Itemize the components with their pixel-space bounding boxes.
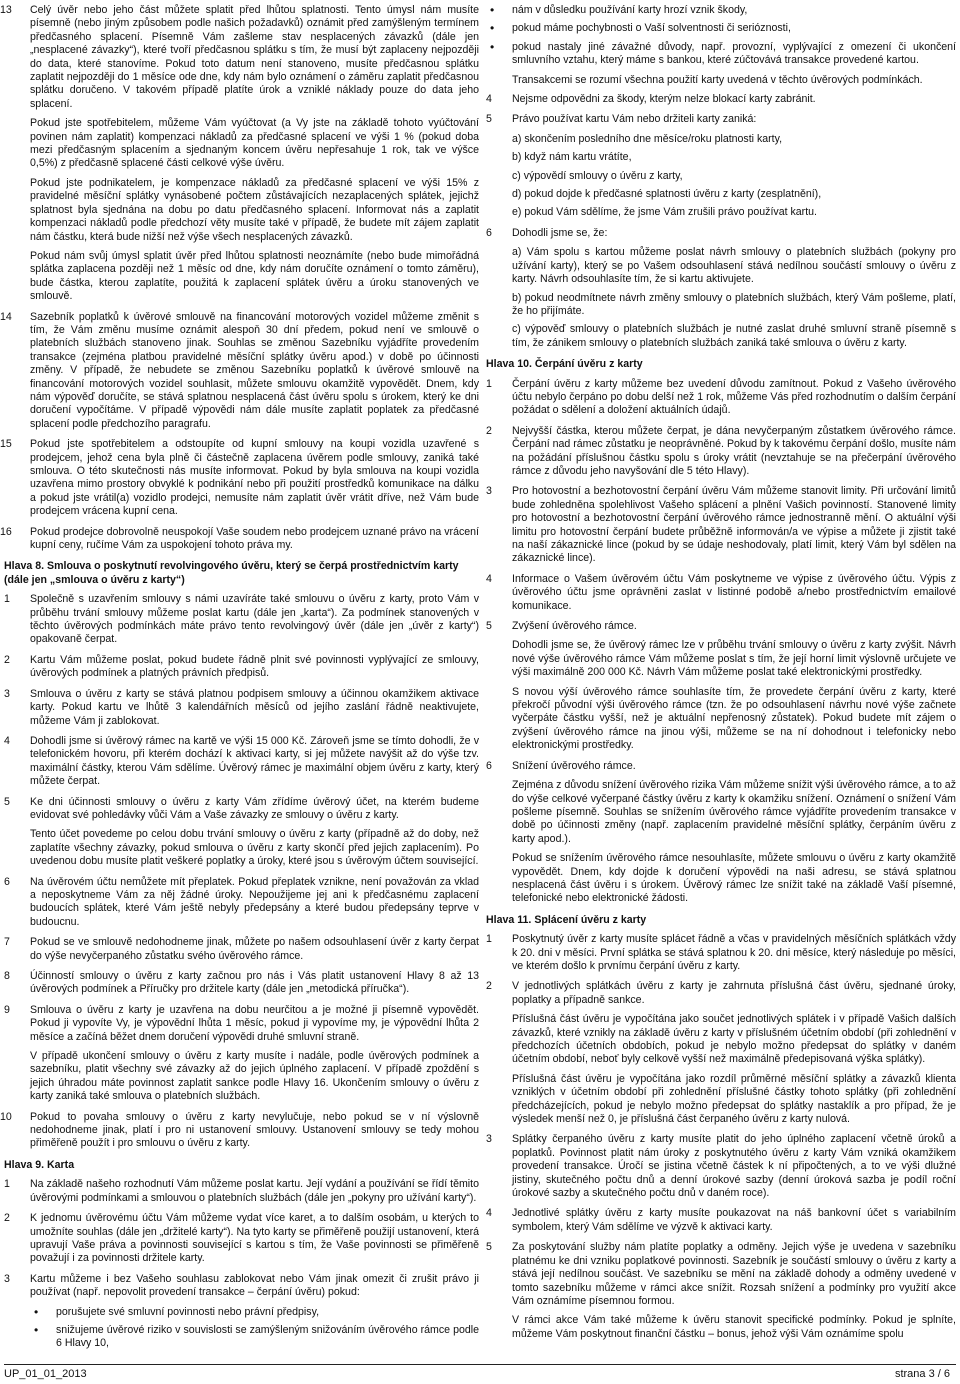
item-number: 6 xyxy=(486,759,492,772)
sub-item: b) pokud neodmítnete návrh změny smlouvy o platebních službách, který Vám pošleme, platí, že ho přijímáte. xyxy=(512,291,956,317)
h8-item-7 xyxy=(4,936,479,963)
paragraph: Pokud jste spotřebitelem a odstoupíte od kupní smlouvy na koupi vozidla uzavřené s prodejcem, jehož cena byla plně či částečně zaplacena úvěrem podle smlouvy, zaniká také smlouva. O této skutečnosti nás musíte informovat. Pokud by byla smlouva na koupi vozidla uzavřena mimo prostory obvyklé k podnikání nebo při použití prostředků komunikace na dálku a pokud jste vrátil(a) vozidlo prodejci, nemusíte nám zaplatit úvěr vrátit dříve, než Vám bude prodejcem vrácena kupní cena. xyxy=(30,438,479,518)
paragraph: Pokud jste podnikatelem, je kompenzace nákladů za předčasné splacení ve výši 15% z pravidelné měsíční splátky vynásobené počtem zůstávajících nezaplacených splátek, jejichž splatnost byla sjednána na dobu po datu předčasného splacení. Informovat nás a zaplatit kompenzaci nákladů podle předchozí věty musíte také v případě, že budete mít zájem zaplatit nám částku, která bude nižší než výše všech nesplacených závazků. xyxy=(30,176,479,243)
paragraph: Zvýšení úvěrového rámce. xyxy=(512,620,637,633)
h8-item-8 xyxy=(4,970,479,997)
item-number: 5 xyxy=(4,795,10,808)
paragraph: Za poskytování služby nám platíte poplatky a odměny. Jejich výše je uvedena v sazebníku platnému ke dni vzniku poplatkové povinnosti. Sazebník je součástí smlouvy o úvěru z karty a stává její nedílnou součást. Ve sazebníku se mění na základě dohody a odměny uvedené v tomto sazebníku můžeme v rámci akce snížit. Rozsah snížení a podmínky pro využití akce Vám oznámíme písemnou formou. xyxy=(512,1241,956,1307)
sub-item: c) výpověď smlouvy o platebních službách je nutné zaslat druhé smluvní straně písemně s tím, že zánikem smlouvy o platebních službách zaniká také smlouva o úvěru z karty. xyxy=(512,323,956,349)
heading-title: Čerpání úvěru z karty xyxy=(534,358,643,371)
item-number: 4 xyxy=(4,734,10,747)
h8-item-1 xyxy=(4,593,479,647)
item-number: 7 xyxy=(4,936,10,949)
sub-item: d) pokud dojde k předčasné splatnosti úvěru z karty (zesplatnění), xyxy=(512,188,822,201)
sub-item: c) výpovědí smlouvy o úvěru z karty, xyxy=(512,169,683,182)
item-number: 13 xyxy=(0,4,12,16)
section-13 xyxy=(0,4,479,304)
item-number: 2 xyxy=(4,653,10,666)
h10-item-3 xyxy=(486,485,956,565)
h9-item-2 xyxy=(4,1212,479,1266)
h8-item-6 xyxy=(4,876,479,930)
bullet-item: • porušujete své smluvní povinnosti nebo právní předpisy, xyxy=(30,1306,479,1319)
heading-label: Hlava 10. xyxy=(486,358,532,371)
paragraph: Pro hotovostní a bezhotovostní čerpání úvěru Vám můžeme stanovit limity. Při určování limitů bude zohledněna spolehlivost Vašeho splácení a plnění Vašich povinností. Stanovené limity pro hotovostní a bezhotovostní čerpání úvěrového rámce jednostranně mění. O aktuální výši limitu pro hotovostní čerpání budete průběžně informován/a ve výpise a můžete ji zjistit také na naší zákaznické lince (pokud by se údaje neshodovaly, platí limit, který Vám byl sdělen na zákaznické lince). xyxy=(512,485,956,565)
paragraph: Účinností smlouvy o úvěru z karty začnou pro nás i Vás platit ustanovení Hlavy 8 až 13 úvěrových podmínek a Příručky pro držitele karty (dále jen „metodická příručka“). xyxy=(30,970,479,996)
paragraph: Kartu Vám můžeme poslat, pokud budete řádně plnit své povinnosti vyplývající ze smlouvy, úvěrových podmínek a platných právních předpisů. xyxy=(30,653,479,680)
document-code: UP_01_01_2013 xyxy=(4,1368,87,1380)
paragraph: Kartu můžeme i bez Vašeho souhlasu zablokovat nebo Vám jinak omezit či zrušit právo ji používat (např. nepovolit provedení transakce – čerpání úvěru) pokud: xyxy=(30,1272,479,1299)
item-number: 4 xyxy=(486,93,492,106)
h10-item-2 xyxy=(486,425,956,479)
paragraph: Příslušná část úvěru je vypočítána jako součet jednotlivých splátek i v případě Vašich dalších závazků, které vznikly na základě úvěru z karty v příslušném účetním období (při zohlednění v předchozích účetních obdobích, pokud je nebylo možno předepsat do splátky v daném účetním období, neboť byly celkově vyšší než maximálně předepisovaná výška splátky). xyxy=(512,1013,956,1066)
h9-item-5 xyxy=(486,113,956,219)
heading-label: Hlava 9. xyxy=(4,1158,45,1171)
h9-item-4 xyxy=(486,93,956,106)
paragraph: S novou výší úvěrového rámce souhlasíte tím, že provedete čerpání úvěru z karty, které překročí původní výši úvěrového rámce (tzn. že po odsouhlasení návrhu nové výše začnete vyčerpáte částku vyšší, než je aktuální nepřenosný zůstatek). Pokud budete mít zájem o zvýšení úvěrového rámce na jinou výši, můžeme se na ní dohodnout i telefonicky nebo elektronickými prostředky. xyxy=(512,685,956,752)
item-number: 5 xyxy=(486,113,492,126)
item-number: 6 xyxy=(4,875,10,888)
paragraph: Informace o Vašem úvěrovém účtu Vám poskytneme ve výpise z úvěrového účtu. Výpis z úvěrového účtu jsme oprávněni zaslat v listinné podobě a/nebo prostřednictvím emailové komunikace. xyxy=(512,572,956,612)
item-number: 9 xyxy=(4,1003,10,1016)
heading-title: Smlouva o poskytnutí revolvingového úvěru, který se čerpá prostřednictvím karty (dále jen „smlouva o úvěru z karty“) xyxy=(4,560,459,586)
paragraph: Celý úvěr nebo jeho část můžete splatit před lhůtou splatnosti. Tento úmysl nám musíte písemně (nebo jiným způsobem podle našich požadavků) oznámit před zamýšleným termínem předčasného splacení. Písemně Vám zašleme stav nesplacených závazků (dále jen „nesplacené závazky“), které tvoří předčasnou splátku s tím, že musí být zaplaceny nejpozději do data, které stanovíme. Pokud toto datum není stanoveno, musíte předčasnou splátku zaplatit nejpozději do 1 měsíce ode dne, kdy nám bylo oznámení o záměru zaplatit předčasnou splátku doručeno. V takovém případě platíte úrok a vzniklé náklady pouze do data jeho splacení. xyxy=(30,4,479,110)
item-number: 1 xyxy=(486,377,492,390)
page-number: strana 3 / 6 xyxy=(894,1368,950,1380)
paragraph: V případě ukončení smlouvy o úvěru z karty musíte i nadále, podle úvěrových podmínek a sazebníku, platit všechny své závazky až do jejich úplného zaplacení. V případě zpoždění s jejich úhradou máte povinnost zaplatit sankce podle Hlavy 16. Ukončením smlouvy o úvěru z karty zaniká také smlouva o platebních službách. xyxy=(30,1050,479,1103)
h8-item-2 xyxy=(4,654,479,681)
h8-item-10 xyxy=(0,1110,479,1151)
section-16 xyxy=(0,525,479,553)
paragraph: Sazebník poplatků k úvěrové smlouvě na financování motorových vozidel můžeme změnit s tím, že Vám změnu musíme oznámit alespoň 30 dní předem, pokud není ve smlouvě o platebních službách stanoveno jinak. Souhlas se změnou Sazebníku vyjádříte provedením transakce (zejména platbou pravidelné měsíční splátky úvěru apod.) v době po účinnosti změny. V případě, že nebudete se změnou Sazebníku poplatků k úvěrové smlouvě na financování motorových vozidel souhlasit, můžete smlouvu okamžitě vypovědět. Dnem, kdy nám výpověď doručíte, se stává splatnou nesplacená část úvěru spolu s úrokem, který ke dni doručení vypočítáme. V případě výpovědi nám dále musíte zaplatit poplatek za předčasné splacení podle předchozího paragrafu. xyxy=(30,310,479,430)
heading-hlava-11 xyxy=(486,914,956,927)
bullet-item: • pokud máme pochybnosti o Vaší solventnosti či serióznosti, xyxy=(486,22,956,35)
h8-item-3 xyxy=(4,688,479,728)
paragraph: Čerpání úvěru z karty můžeme bez uvedení důvodu zamítnout. Pokud z Vašeho úvěrového účtu nebylo čerpáno po dobu delší než 1 rok, můžeme Vás před rozhodnutím o dalším čerpání požádat o sdělení a doložení aktuálních údajů. xyxy=(512,377,956,417)
paragraph: Společně s uzavřením smlouvy s námi uzavíráte také smlouvu o úvěru z karty, proto Vám v průběhu trvání smlouvy můžeme poslat kartu (dále jen „karta“). Za podmínek stanovených v těchto úvěrových podmínkách máte právo tento revolvingový úvěr (dále jen „úvěr z karty“) opakovaně čerpat. xyxy=(30,593,479,646)
item-number: 5 xyxy=(486,1241,492,1254)
h11-item-2 xyxy=(486,980,956,1126)
paragraph: Zejména z důvodu snížení úvěrového rizika Vám můžeme snížit výši úvěrového rámce, a to až do výše celkové vyčerpané částky úvěru z karty k okamžiku snížení. Oznámení o snížení Vám pošleme písemně. Souhlas se snížením úvěrového rámce vyjádříte provedením transakce v době po účinnosti změny (např. zaplacením pravidelné měsíční splátky, čerpáním úvěru z karty apod.). xyxy=(512,779,956,845)
item-number: 3 xyxy=(4,1272,10,1285)
left-column xyxy=(0,4,479,1358)
sub-item: a) Vám spolu s kartou můžeme poslat návrh smlouvy o platebních službách (pokyny pro užívání karty), který se po Vašem odsouhlasení stává nedílnou součástí smlouvy o úvěru z karty. Návrh odsouhlasíte tím, že si kartu aktivujete. xyxy=(512,246,956,286)
paragraph: Smlouva o úvěru z karty se stává platnou podpisem smlouvy a účinnou okamžikem aktivace karty. Pokud kartu ve lhůtě 3 kalendářních měsíců od jejího zaslání řádně neaktivujete, můžeme Vám ji zablokovat. xyxy=(30,687,479,727)
heading-hlava-10 xyxy=(486,358,956,371)
h11-item-1 xyxy=(486,933,956,973)
paragraph: Dohodli jsme se, že úvěrový rámec lze v průběhu trvání smlouvy o úvěru z karty zvýšit. Návrh nové výše úvěrového rámce Vám můžeme poslat s tím, že její horní limit výslovně určujete ve výši maximálně 200 000 Kč. Návrh Vám můžeme poslat také elektronickými prostředky. xyxy=(512,639,956,679)
item-number: 1 xyxy=(486,933,492,946)
paragraph: Pokud prodejce dobrovolně neuspokojí Vaše soudem nebo prodejcem uznané právo na vrácení kupní ceny, ručíme Vám za uspokojení tohoto práva my. xyxy=(30,525,479,552)
paragraph: Snížení úvěrového rámce. xyxy=(512,759,636,772)
paragraph: Pokud jste spotřebitelem, můžeme Vám vyúčtovat (a Vy jste na základě tohoto vyúčtování povinen nám zaplatit) kompenzaci nákladů za předčasné splacení ve výši 1 % (pokud doba mezi předčasným splacením a sjednaným koncem úvěru nepřesahuje 1 rok, tak ve výšce 0,5%) z předčasně splacené části celkové výše úvěru. xyxy=(30,117,479,170)
paragraph: Dohodli jsme si úvěrový rámec na kartě ve výši 15 000 Kč. Zároveň jsme se tímto dohodli, že v telefonickém hovoru, při kterém dochází k aktivaci karty, si jej můžete navýšit až do výše tzv. maximální částky, kterou Vám sdělíme. Úvěrový rámec je maximální objem úvěru z karty, který můžete čerpat. xyxy=(30,734,479,788)
item-number: 3 xyxy=(4,687,10,700)
h10-item-1 xyxy=(486,378,956,418)
item-number: 10 xyxy=(0,1110,12,1123)
item-number: 3 xyxy=(486,485,492,498)
bullet-item: • nám v důsledku používání karty hrozí vznik škody, xyxy=(486,4,956,17)
paragraph: Pokud se snížením úvěrového rámce nesouhlasíte, můžete smlouvu o úvěru z karty okamžitě vypovědět. Dnem, kdy dojde k doručení výpovědi na naši adresu, se stává splatnou nesplacená část úvěru i s úrokem. Úvěrový rámec lze snížit také na základě Vaší písemné, telefonické nebo elektronické žádosti. xyxy=(512,852,956,905)
h8-item-9 xyxy=(4,1004,479,1104)
paragraph: Pokud se ve smlouvě nedohodneme jinak, můžete po našem odsouhlasení úvěr z karty čerpat do výše nevyčerpaného zůstatku svého úvěrového rámce. xyxy=(30,936,479,962)
paragraph: Smlouva o úvěru z karty je uzavřena na dobu neurčitou a je možné ji písemně vypovědět. Pokud ji vypovíte Vy, je výpovědní lhůta 1 měsíc, pokud ji vypovíme my, je výpovědní lhůta 2 měsíce a začíná běžet dnem doručení výpovědi druhé smluvní straně. xyxy=(30,1003,479,1043)
h8-item-5 xyxy=(4,796,479,869)
paragraph: Poskytnutý úvěr z karty musíte splácet řádně a včas v pravidelných měsíčních splátkách vždy k 20. dni v měsíci. První splátka se stává splatnou k 20. dni měsíce, který následuje po měsíci, ve kterém došlo k prvnímu čerpání úvěru z karty. xyxy=(512,933,956,972)
h11-item-3 xyxy=(486,1133,956,1200)
paragraph: Tento účet povedeme po celou dobu trvání smlouvy o úvěru z karty (případně až do doby, než zaplatíte všechny závazky, pokud smlouva o úvěru z karty skončí před jejich zaplacením). Po uvedenou dobu musíte platit veškeré poplatky a úroky, které jsou s úvěrovým účtem související. xyxy=(30,828,479,868)
h10-item-5 xyxy=(486,620,956,753)
h10-item-4 xyxy=(486,573,956,613)
bullet-list xyxy=(30,1306,479,1351)
item-number: 4 xyxy=(486,1207,492,1220)
right-column xyxy=(486,4,956,1348)
paragraph: Ke dni účinnosti smlouvy o úvěru z karty Vám zřídíme úvěrový účet, na kterém budeme evidovat své pohledávky vůči Vám a Vaše závazky ze smlouvy o úvěru z karty. xyxy=(30,795,479,821)
sub-item: e) pokud Vám sdělíme, že jsme Vám zrušili právo používat kartu. xyxy=(512,206,817,219)
item-number: 2 xyxy=(486,424,492,437)
heading-title: Karta xyxy=(47,1158,75,1171)
item-number: 2 xyxy=(4,1212,10,1225)
bullet-item: • snižujeme úvěrové riziko v souvislosti se zamýšleným snižováním úvěrového rámce podle 6 Hlavy 10, xyxy=(30,1324,479,1351)
paragraph: Na úvěrovém účtu nemůžete mít přeplatek. Pokud přeplatek vznikne, není považován za vklad a neposkytneme Vám za něj žádné úroky. Nepoužijeme jej ani k předčasnému zaplacení budoucích splátek, které Vám ještě nebyly předepsány a které budou předepsány teprve v budoucnu. xyxy=(30,875,479,928)
heading-hlava-8 xyxy=(4,560,479,587)
h11-item-5 xyxy=(486,1241,956,1341)
item-number: 3 xyxy=(486,1133,492,1146)
bullet-list-continued xyxy=(486,4,956,68)
paragraph: V rámci akce Vám také můžeme k úvěru stanovit specifické podmínky. Pokud je splníte, můžeme Vám poskytnout finanční částku – bonus, jehož výši Vám oznámíme spolu xyxy=(512,1314,956,1340)
paragraph: Nejvyšší částka, kterou můžete čerpat, je dána nevyčerpaným zůstatkem úvěrového rámce. Čerpání nad rámec zůstatku je neoprávněné. Pokud by k takovému čerpání došlo, musíte nám na požádání příslušnou částku spolu s úroky vrátit (nevztahuje se na přečerpání úvěrového rámce z důvodu jeho navyšování dle 5 této Hlavy). xyxy=(512,424,957,477)
paragraph: Dohodli jsme se, že: xyxy=(512,226,608,239)
item-number: 6 xyxy=(486,226,492,239)
paragraph: Nejsme odpovědni za škody, kterým nelze blokací karty zabránit. xyxy=(512,93,816,106)
paragraph: Pokud to povaha smlouvy o úvěru z karty nevylučuje, nebo pokud se v ní výslovně nedohodneme jinak, platí i pro ni ustanovení smlouvy. Ustanovení smlouvy se tedy mohou přiměřeně použít i pro smlouvu o úvěru z karty. xyxy=(30,1110,479,1150)
item-number: 15 xyxy=(0,438,12,451)
h11-item-4 xyxy=(486,1207,956,1234)
paragraph: Splátky čerpaného úvěru z karty musíte platit do jeho úplného zaplacení včetně úroků a poplatků. Povinnost platit nám úroky z poskytnutého úvěru z karty Vám vzniká okamžikem provedení transakce. Úročí se jistina včetně částek k ní připočtených, a to ve výši dlužné jistiny, skutečného počtu dnů a denní úrokové sazby (denní úroková sazba je podíl roční úrokové sazby a skutečného počtu dnů v daném roce). xyxy=(512,1133,956,1200)
h9-item-6 xyxy=(486,227,956,350)
item-number: 1 xyxy=(4,1178,10,1191)
paragraph: Jednotlivé splátky úvěru z karty musíte poukazovat na náš bankovní účet s variabilním symbolem, který Vám sdělíme ve výzvě k aktivaci karty. xyxy=(512,1207,956,1233)
h9-item-3 xyxy=(4,1273,479,1351)
h8-item-4 xyxy=(4,735,479,789)
sub-item: a) skončením posledního dne měsíce/roku platnosti karty, xyxy=(512,132,783,145)
paragraph: Na základě našeho rozhodnutí Vám můžeme poslat kartu. Její vydání a používání se řídí těmito úvěrovými podmínkami a smlouvou o platebních službách (dále jen „pokyny pro užívání karty“). xyxy=(30,1178,479,1204)
item-number: 16 xyxy=(0,525,12,538)
h9-item-1 xyxy=(4,1178,479,1205)
bullet-item: • pokud nastaly jiné závažné důvody, např. provozní, vyplývající z omezení či ukončení smluvního vztahu, který máme s bankou, které zúčtovává transakce provedené kartou. xyxy=(486,41,956,68)
heading-title: Splácení úvěru z karty xyxy=(534,913,647,926)
paragraph: K jednomu úvěrovému účtu Vám můžeme vydat více karet, a to dalším osobám, u kterých to umožníte souhlas (dále jen „držitelé karty“). Na tyto karty se přiměřeně použijí ustanovení, která upravují Vaše práva a povinnosti související s kartou s tím, že Vaše povinnosti se přiměřeně považují i za povinnosti držitele karty. xyxy=(30,1212,479,1265)
sub-item: b) když nám kartu vrátíte, xyxy=(512,151,632,164)
item-number: 4 xyxy=(486,572,492,585)
section-15 xyxy=(0,438,479,518)
h10-item-6 xyxy=(486,760,956,906)
paragraph: Příslušná část úvěru je vypočítána jako rozdíl průměrné měsíční splátky a závazků klienta vzniklých v účetním období při zohlednění příslušné částky tohoto splátky (při zohlednění předcházejících, pokud je nebylo možno předepsat do splátky nastaklík a pro případ, že je výsledek menší než 0, je příslušná část čerpaného úvěru z karty nulová. xyxy=(512,1072,956,1126)
item-number: 14 xyxy=(0,310,12,323)
paragraph: Transakcemi se rozumí všechna použití karty uvedená v těchto úvěrových podmínkách. xyxy=(512,73,923,86)
heading-label: Hlava 11. xyxy=(486,913,532,926)
paragraph: V jednotlivých splátkách úvěru z karty je zahrnuta příslušná část úvěru, sjednané úroky, poplatky a případně sankce. xyxy=(512,980,956,1006)
paragraph: Pokud nám svůj úmysl splatit úvěr před lhůtou splatnosti neoznámíte (nebo bude mimořádná splátka zaplacena později než 1 měsíc od dne, kdy nám doručíte oznámení o tomto záměru), bude částka, kterou zaplatíte, použitá k zaplacení splátek úvěru a úroku stanovených ve smlouvě. xyxy=(30,249,479,303)
paragraph: Právo používat kartu Vám nebo držiteli karty zaniká: xyxy=(512,113,757,126)
item-number: 8 xyxy=(4,970,10,982)
heading-hlava-9 xyxy=(4,1159,479,1172)
section-14 xyxy=(0,310,479,432)
heading-label: Hlava 8. xyxy=(4,560,45,573)
item-number: 2 xyxy=(486,980,492,993)
item-number: 1 xyxy=(4,593,10,606)
item-number: 5 xyxy=(486,620,492,633)
page-footer xyxy=(4,1364,956,1381)
